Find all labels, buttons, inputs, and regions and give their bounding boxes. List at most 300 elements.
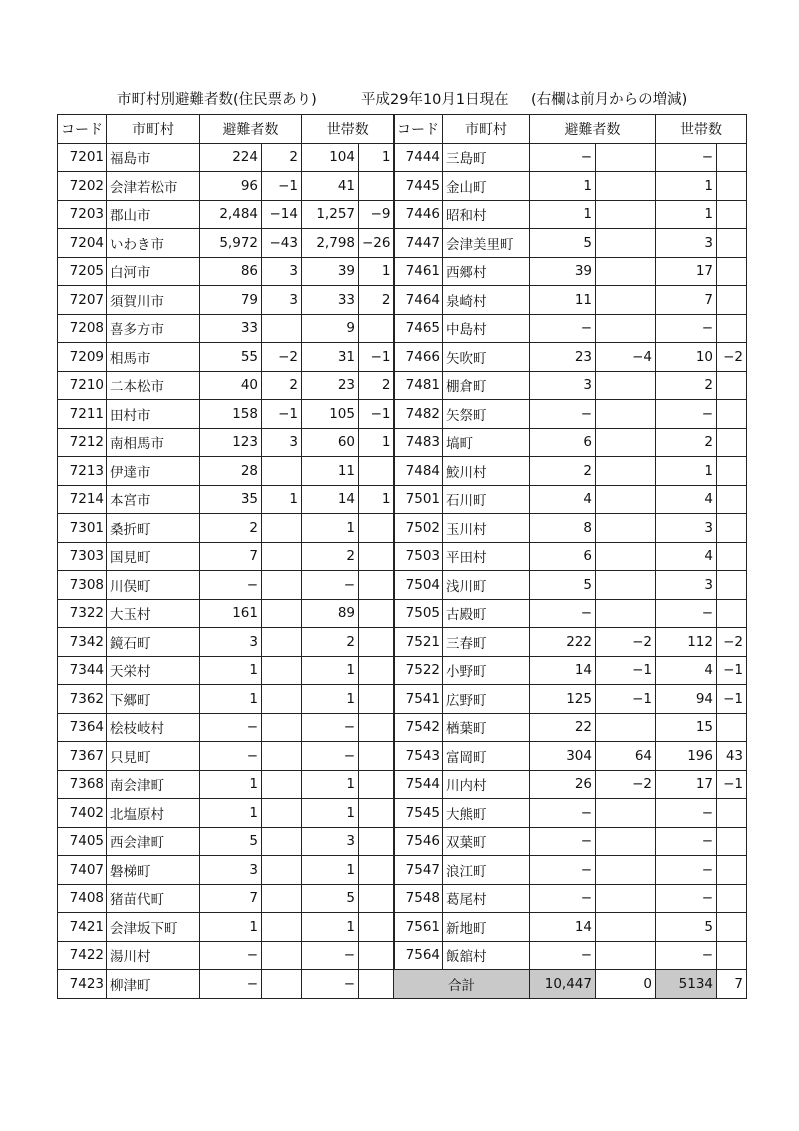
total-evacuees-diff: 0 (596, 970, 656, 999)
row-municipality: 三春町 (443, 628, 530, 657)
row-evacuees-diff (262, 884, 302, 913)
row-evacuees: 7 (200, 542, 262, 571)
row-municipality: 昭和村 (443, 200, 530, 229)
row-code: 7501 (394, 485, 443, 514)
title-note: (右欄は前月からの増減) (531, 92, 688, 108)
row-households: 2 (302, 628, 359, 657)
row-households-diff: −9 (359, 200, 395, 229)
row-evacuees-diff: 64 (596, 742, 656, 771)
row-households: 7 (656, 286, 717, 315)
row-households: − (656, 599, 717, 628)
table-row (58, 941, 395, 970)
row-households: − (656, 827, 717, 856)
row-households: 1 (656, 172, 717, 201)
row-code: 7344 (58, 656, 107, 685)
header-evacuees: 避難者数 (530, 115, 656, 144)
row-households-diff: 2 (359, 286, 395, 315)
row-households-diff: 1 (359, 143, 395, 172)
table-row (58, 970, 395, 999)
row-evacuees-diff: −4 (596, 343, 656, 372)
row-code: 7484 (394, 457, 443, 486)
row-households: − (656, 856, 717, 885)
row-households: 3 (656, 229, 717, 258)
row-municipality: 湯川村 (107, 941, 200, 970)
table-row (394, 770, 747, 799)
row-evacuees: 55 (200, 343, 262, 372)
row-evacuees: 125 (530, 685, 596, 714)
row-municipality: 楢葉町 (443, 713, 530, 742)
table-row (394, 713, 747, 742)
row-code: 7205 (58, 257, 107, 286)
row-households: 4 (656, 485, 717, 514)
row-households: − (302, 742, 359, 771)
table-row (394, 457, 747, 486)
row-evacuees-diff: −1 (596, 656, 656, 685)
row-municipality: 泉崎村 (443, 286, 530, 315)
row-households: − (302, 571, 359, 600)
row-municipality: 富岡町 (443, 742, 530, 771)
row-evacuees: 3 (530, 371, 596, 400)
row-municipality: 鮫川村 (443, 457, 530, 486)
table-row (58, 457, 395, 486)
row-evacuees-diff: −1 (262, 172, 302, 201)
table-row (58, 314, 395, 343)
row-evacuees: 1 (200, 685, 262, 714)
row-code: 7561 (394, 913, 443, 942)
row-evacuees-diff (262, 542, 302, 571)
row-municipality: 只見町 (107, 742, 200, 771)
row-households: 5 (656, 913, 717, 942)
row-households: 1 (656, 200, 717, 229)
row-households-diff (717, 428, 747, 457)
row-evacuees-diff (596, 941, 656, 970)
row-households-diff (717, 485, 747, 514)
row-households: 33 (302, 286, 359, 315)
header-households: 世帯数 (302, 115, 395, 144)
table-row (58, 542, 395, 571)
table-row (394, 913, 747, 942)
row-households-diff: 1 (359, 257, 395, 286)
row-evacuees-diff: 1 (262, 485, 302, 514)
row-municipality: 南会津町 (107, 770, 200, 799)
row-evacuees: 14 (530, 656, 596, 685)
row-municipality: 三島町 (443, 143, 530, 172)
row-code: 7204 (58, 229, 107, 258)
row-households: − (302, 713, 359, 742)
row-evacuees-diff (262, 913, 302, 942)
row-households-diff: −26 (359, 229, 395, 258)
row-households: 15 (656, 713, 717, 742)
row-evacuees-diff (596, 172, 656, 201)
row-evacuees: 28 (200, 457, 262, 486)
table-row (394, 343, 747, 372)
row-households: 4 (656, 656, 717, 685)
row-municipality: 鏡石町 (107, 628, 200, 657)
table-row (58, 257, 395, 286)
row-evacuees-diff (596, 913, 656, 942)
header-code: コード (394, 115, 443, 144)
row-evacuees: − (530, 884, 596, 913)
table-row (58, 685, 395, 714)
row-evacuees-diff (596, 229, 656, 258)
table-row (394, 400, 747, 429)
row-households: 14 (302, 485, 359, 514)
row-households: 5 (302, 884, 359, 913)
row-code: 7421 (58, 913, 107, 942)
table-row (58, 713, 395, 742)
row-municipality: 西郷村 (443, 257, 530, 286)
table-row (58, 371, 395, 400)
row-code: 7444 (394, 143, 443, 172)
row-municipality: 飯舘村 (443, 941, 530, 970)
row-households-diff (359, 571, 395, 600)
row-households-diff (717, 856, 747, 885)
row-evacuees-diff (596, 799, 656, 828)
row-households: 2,798 (302, 229, 359, 258)
row-municipality: 平田村 (443, 542, 530, 571)
right-header-row (394, 115, 747, 144)
row-municipality: 矢祭町 (443, 400, 530, 429)
row-code: 7502 (394, 514, 443, 543)
row-code: 7546 (394, 827, 443, 856)
row-evacuees-diff: 3 (262, 257, 302, 286)
row-code: 7209 (58, 343, 107, 372)
row-code: 7544 (394, 770, 443, 799)
row-code: 7203 (58, 200, 107, 229)
row-evacuees: 14 (530, 913, 596, 942)
row-evacuees-diff (596, 457, 656, 486)
row-municipality: 会津美里町 (443, 229, 530, 258)
row-evacuees-diff (596, 257, 656, 286)
table-row (394, 827, 747, 856)
row-households-diff: −2 (717, 343, 747, 372)
row-households-diff (359, 799, 395, 828)
row-evacuees-diff (262, 628, 302, 657)
row-evacuees-diff (596, 143, 656, 172)
row-households: 105 (302, 400, 359, 429)
row-households-diff (717, 827, 747, 856)
row-households-diff: 1 (359, 485, 395, 514)
title-main: 市町村別避難者数(住民票あり) (117, 92, 317, 108)
row-evacuees-diff: 2 (262, 143, 302, 172)
row-evacuees-diff (262, 514, 302, 543)
row-municipality: 下郷町 (107, 685, 200, 714)
table-row (58, 656, 395, 685)
row-municipality: 二本松市 (107, 371, 200, 400)
table-row (394, 628, 747, 657)
row-households: 4 (656, 542, 717, 571)
row-households-diff: 2 (359, 371, 395, 400)
row-evacuees: 40 (200, 371, 262, 400)
row-municipality: 中島村 (443, 314, 530, 343)
title-date: 平成29年10月1日現在 (361, 92, 509, 108)
table-row (58, 200, 395, 229)
row-code: 7482 (394, 400, 443, 429)
row-municipality: 須賀川市 (107, 286, 200, 315)
row-households: 3 (656, 571, 717, 600)
row-evacuees: 5,972 (200, 229, 262, 258)
table-row (394, 742, 747, 771)
row-households: − (302, 970, 359, 999)
table-row (394, 172, 747, 201)
row-households-diff (359, 628, 395, 657)
row-evacuees: 6 (530, 428, 596, 457)
row-evacuees: 3 (200, 628, 262, 657)
row-households: 2 (302, 542, 359, 571)
row-households: 196 (656, 742, 717, 771)
row-evacuees-diff (262, 656, 302, 685)
row-evacuees: 6 (530, 542, 596, 571)
table-row (394, 314, 747, 343)
row-households: 1 (302, 799, 359, 828)
row-evacuees: 23 (530, 343, 596, 372)
table-row (58, 400, 395, 429)
left-header-row (58, 115, 395, 144)
row-municipality: 新地町 (443, 913, 530, 942)
row-households-diff (359, 941, 395, 970)
row-evacuees-diff: −1 (596, 685, 656, 714)
total-evacuees: 10,447 (530, 970, 596, 999)
row-code: 7402 (58, 799, 107, 828)
row-evacuees-diff (596, 286, 656, 315)
row-households: − (656, 143, 717, 172)
row-evacuees-diff (596, 200, 656, 229)
row-households-diff (717, 941, 747, 970)
row-households-diff (359, 314, 395, 343)
row-households-diff (359, 913, 395, 942)
row-code: 7211 (58, 400, 107, 429)
row-evacuees: 1 (200, 799, 262, 828)
row-code: 7202 (58, 172, 107, 201)
row-evacuees: 222 (530, 628, 596, 657)
row-municipality: 小野町 (443, 656, 530, 685)
row-evacuees: 1 (530, 172, 596, 201)
row-evacuees-diff (262, 742, 302, 771)
row-households-diff (359, 457, 395, 486)
row-municipality: 天栄村 (107, 656, 200, 685)
row-households-diff (359, 884, 395, 913)
row-households-diff (359, 599, 395, 628)
row-municipality: 会津若松市 (107, 172, 200, 201)
header-households: 世帯数 (656, 115, 747, 144)
row-evacuees-diff: −2 (262, 343, 302, 372)
row-municipality: 伊達市 (107, 457, 200, 486)
table-row (58, 770, 395, 799)
row-municipality: 西会津町 (107, 827, 200, 856)
row-households-diff (717, 913, 747, 942)
row-households-diff (359, 856, 395, 885)
row-evacuees: − (200, 713, 262, 742)
row-municipality: いわき市 (107, 229, 200, 258)
table-row (58, 286, 395, 315)
row-households-diff (717, 713, 747, 742)
row-households: 31 (302, 343, 359, 372)
row-municipality: 矢吹町 (443, 343, 530, 372)
row-households-diff: −2 (717, 628, 747, 657)
row-municipality: 喜多方市 (107, 314, 200, 343)
row-municipality: 石川町 (443, 485, 530, 514)
row-municipality: 浅川町 (443, 571, 530, 600)
row-households-diff (717, 314, 747, 343)
total-label: 合計 (394, 970, 530, 999)
row-municipality: 玉川村 (443, 514, 530, 543)
row-evacuees-diff (262, 685, 302, 714)
row-evacuees: 96 (200, 172, 262, 201)
row-code: 7201 (58, 143, 107, 172)
row-households-diff (359, 514, 395, 543)
row-evacuees: 1 (200, 913, 262, 942)
row-evacuees-diff (262, 571, 302, 600)
row-evacuees-diff (262, 314, 302, 343)
row-evacuees: 123 (200, 428, 262, 457)
row-evacuees: 4 (530, 485, 596, 514)
row-households-diff (359, 742, 395, 771)
row-evacuees-diff (262, 770, 302, 799)
table-row (394, 656, 747, 685)
row-municipality: 相馬市 (107, 343, 200, 372)
row-households-diff (359, 172, 395, 201)
row-code: 7504 (394, 571, 443, 600)
row-code: 7445 (394, 172, 443, 201)
row-code: 7503 (394, 542, 443, 571)
row-households-diff (359, 970, 395, 999)
row-code: 7408 (58, 884, 107, 913)
row-households-diff: 43 (717, 742, 747, 771)
table-row (58, 628, 395, 657)
row-evacuees-diff: −1 (262, 400, 302, 429)
row-evacuees-diff (596, 542, 656, 571)
row-households-diff (717, 457, 747, 486)
row-evacuees-diff (262, 457, 302, 486)
table-row (58, 229, 395, 258)
row-municipality: 広野町 (443, 685, 530, 714)
row-households-diff (717, 229, 747, 258)
row-households: − (656, 884, 717, 913)
row-code: 7564 (394, 941, 443, 970)
row-municipality: 白河市 (107, 257, 200, 286)
table-row (394, 143, 747, 172)
row-evacuees-diff (596, 371, 656, 400)
header-code: コード (58, 115, 107, 144)
row-code: 7422 (58, 941, 107, 970)
row-code: 7483 (394, 428, 443, 457)
row-code: 7208 (58, 314, 107, 343)
row-municipality: 双葉町 (443, 827, 530, 856)
header-municipality: 市町村 (107, 115, 200, 144)
row-evacuees: 161 (200, 599, 262, 628)
row-evacuees: 1 (200, 656, 262, 685)
row-code: 7207 (58, 286, 107, 315)
table-row (394, 799, 747, 828)
row-evacuees: 39 (530, 257, 596, 286)
header-evacuees: 避難者数 (200, 115, 302, 144)
row-households: − (656, 799, 717, 828)
row-code: 7548 (394, 884, 443, 913)
row-municipality: 桑折町 (107, 514, 200, 543)
row-households: 41 (302, 172, 359, 201)
row-households: − (656, 941, 717, 970)
row-households-diff: 1 (359, 428, 395, 457)
row-evacuees: 22 (530, 713, 596, 742)
table-row (394, 229, 747, 258)
row-evacuees-diff: −43 (262, 229, 302, 258)
row-evacuees: 5 (200, 827, 262, 856)
row-households: 2 (656, 371, 717, 400)
row-households: 9 (302, 314, 359, 343)
table-row (58, 172, 395, 201)
row-code: 7464 (394, 286, 443, 315)
left-table (57, 114, 395, 999)
row-code: 7367 (58, 742, 107, 771)
row-households: 3 (656, 514, 717, 543)
row-households-diff (359, 827, 395, 856)
row-households: 112 (656, 628, 717, 657)
table-row (58, 799, 395, 828)
table-row (394, 884, 747, 913)
row-households-diff (717, 599, 747, 628)
row-evacuees-diff (262, 970, 302, 999)
row-evacuees-diff (596, 400, 656, 429)
row-evacuees: 1 (530, 200, 596, 229)
row-code: 7364 (58, 713, 107, 742)
row-households: 3 (302, 827, 359, 856)
row-code: 7322 (58, 599, 107, 628)
table-row (58, 143, 395, 172)
row-code: 7342 (58, 628, 107, 657)
row-evacuees-diff (262, 599, 302, 628)
row-households: 1 (302, 685, 359, 714)
row-municipality: 会津坂下町 (107, 913, 200, 942)
row-evacuees: 2,484 (200, 200, 262, 229)
row-households-diff (359, 542, 395, 571)
row-code: 7542 (394, 713, 443, 742)
row-municipality: 北塩原村 (107, 799, 200, 828)
row-households: − (302, 941, 359, 970)
row-evacuees-diff (596, 514, 656, 543)
row-evacuees: 3 (200, 856, 262, 885)
row-municipality: 大玉村 (107, 599, 200, 628)
row-evacuees-diff: −2 (596, 628, 656, 657)
row-code: 7481 (394, 371, 443, 400)
row-households: 1 (302, 856, 359, 885)
row-code: 7212 (58, 428, 107, 457)
row-evacuees: 26 (530, 770, 596, 799)
table-row (58, 599, 395, 628)
row-households: 94 (656, 685, 717, 714)
row-evacuees: − (530, 400, 596, 429)
row-households: 11 (302, 457, 359, 486)
row-evacuees: 33 (200, 314, 262, 343)
row-households-diff (717, 400, 747, 429)
row-evacuees: − (530, 941, 596, 970)
row-households-diff (717, 571, 747, 600)
row-code: 7545 (394, 799, 443, 828)
row-households: 17 (656, 257, 717, 286)
row-evacuees: − (530, 143, 596, 172)
right-table (393, 114, 747, 999)
row-code: 7303 (58, 542, 107, 571)
row-code: 7423 (58, 970, 107, 999)
row-evacuees-diff (262, 713, 302, 742)
row-evacuees: 2 (200, 514, 262, 543)
row-households: 2 (656, 428, 717, 457)
row-evacuees: 5 (530, 229, 596, 258)
row-evacuees-diff (596, 428, 656, 457)
row-evacuees: 11 (530, 286, 596, 315)
row-households: 89 (302, 599, 359, 628)
row-municipality: 金山町 (443, 172, 530, 201)
table-row (394, 571, 747, 600)
